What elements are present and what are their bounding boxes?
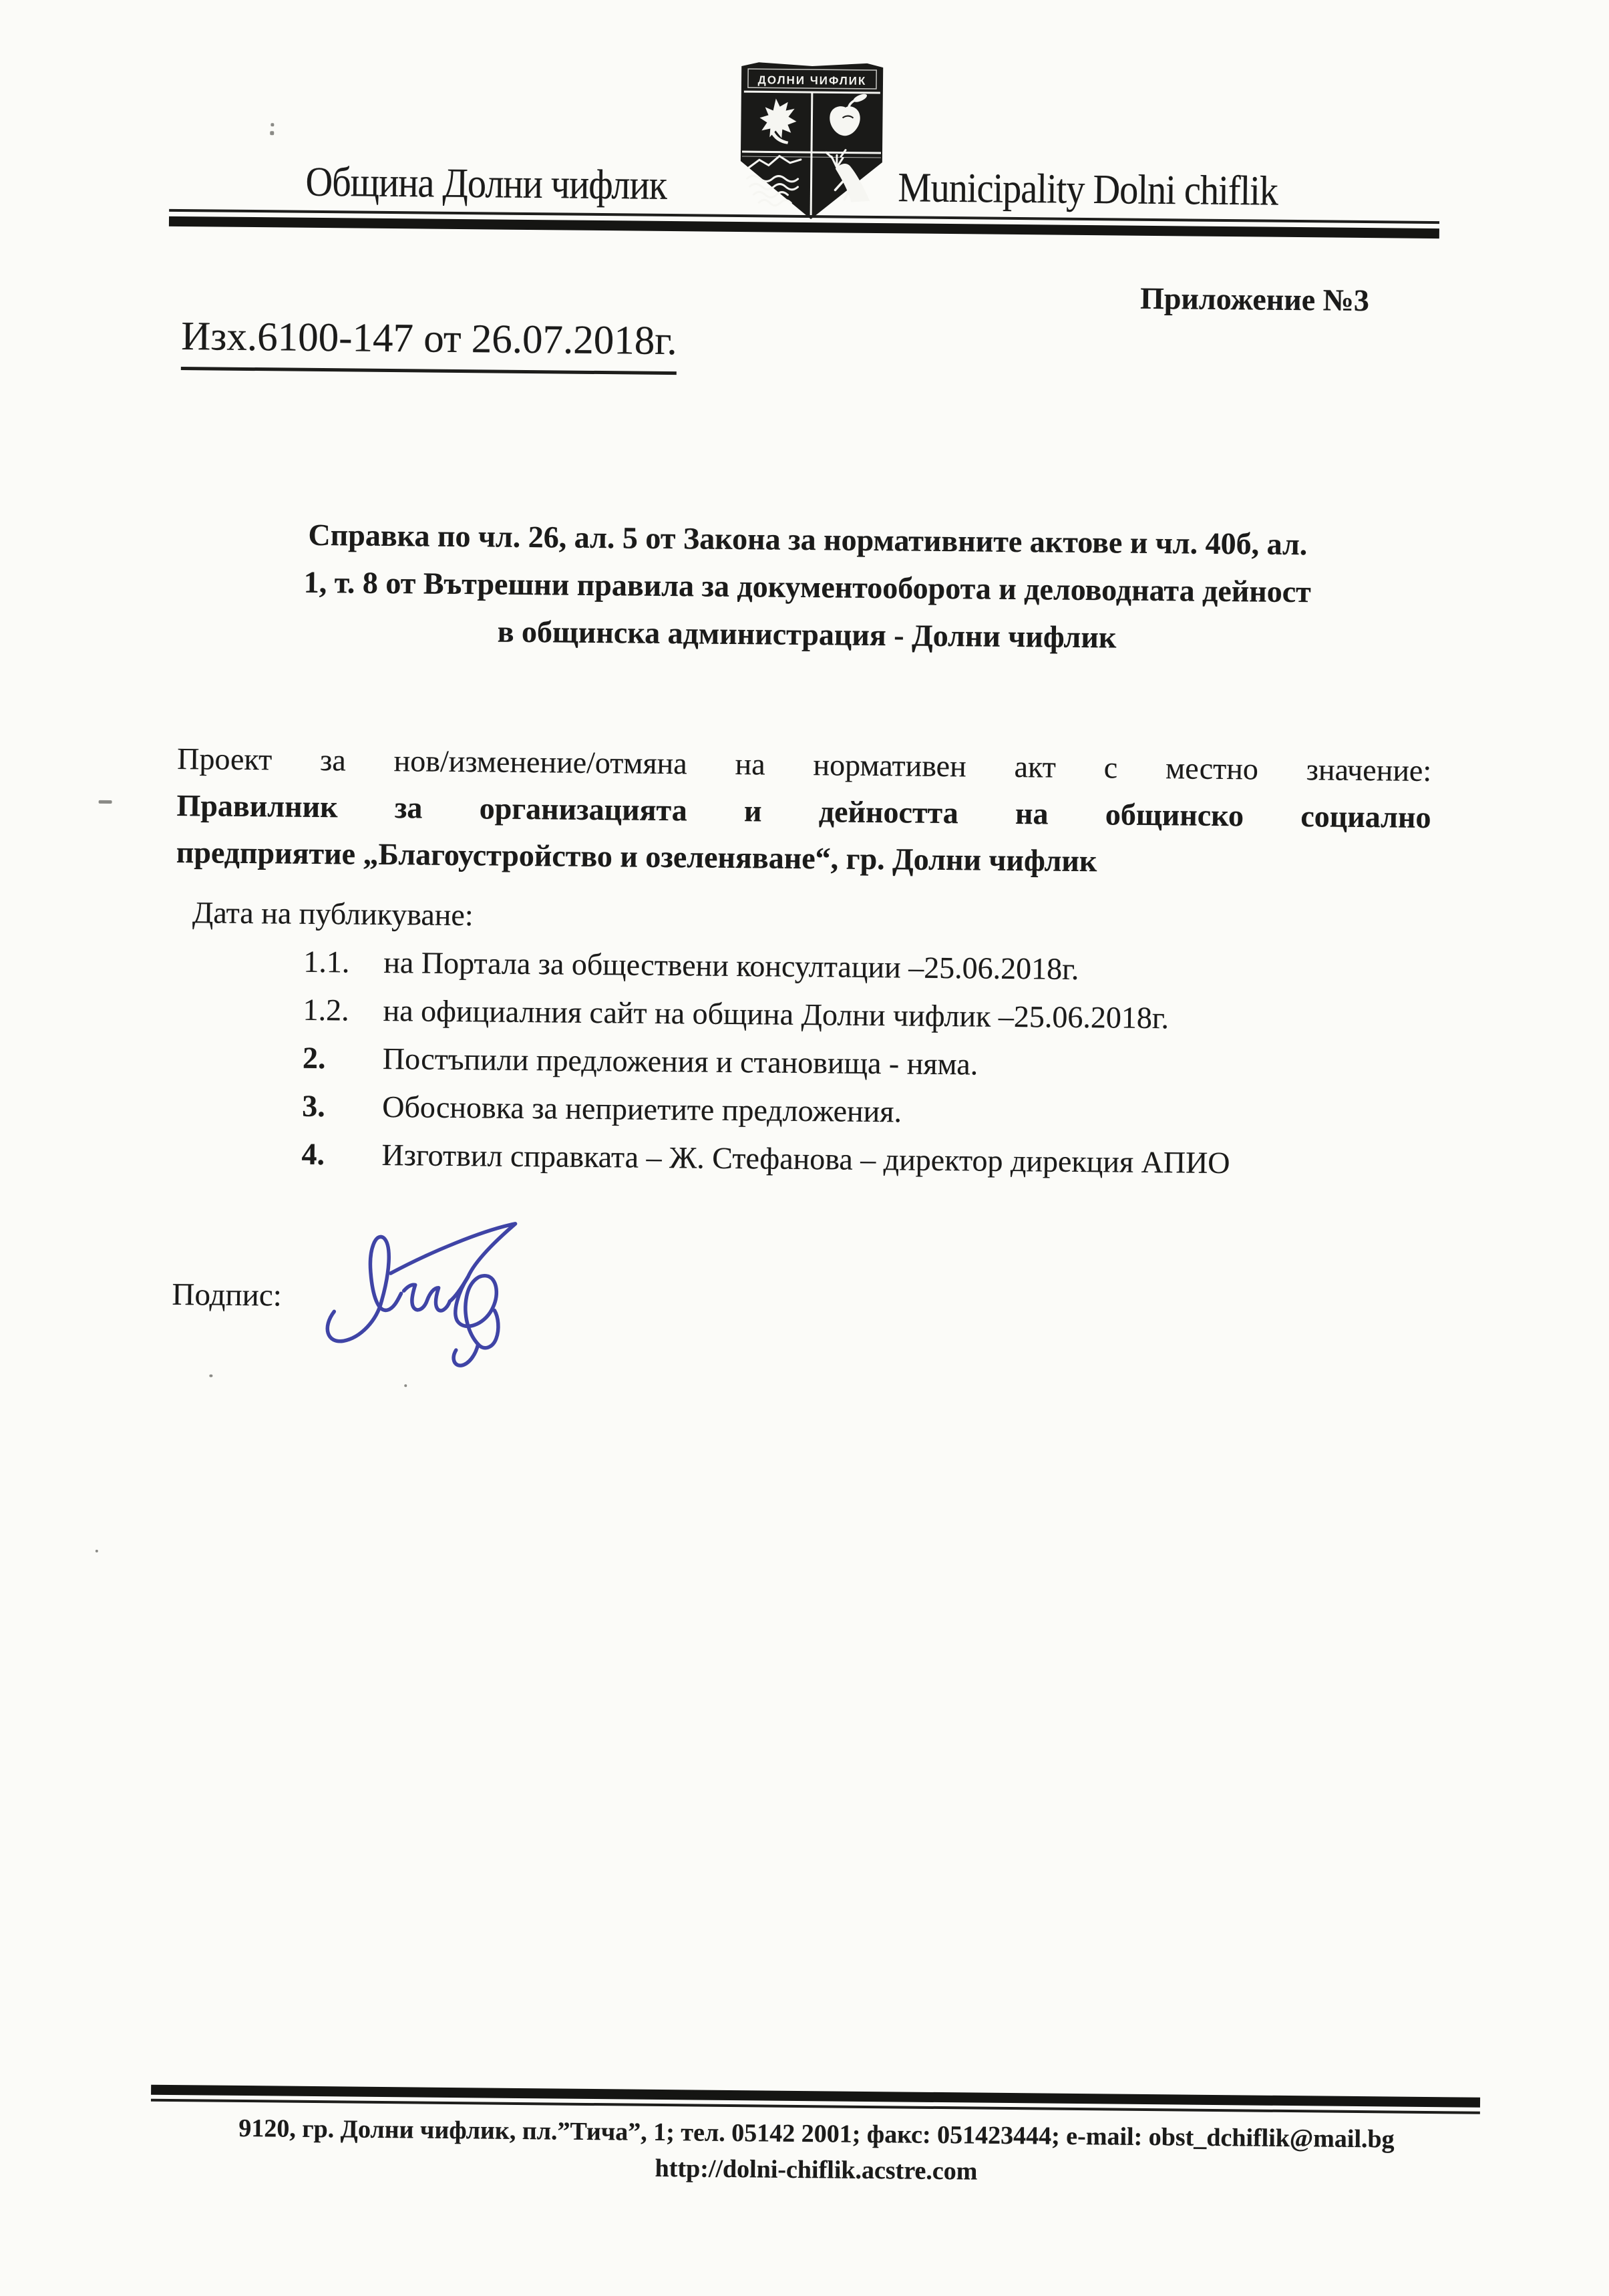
scan-artifact bbox=[404, 1384, 407, 1387]
scan-artifact bbox=[99, 800, 112, 804]
document-title bbox=[182, 510, 1433, 664]
intro-paragraph bbox=[176, 735, 1432, 888]
list-item bbox=[302, 1090, 1437, 1134]
list-item-number: 3. bbox=[302, 1088, 326, 1124]
footer-url: http://dolni-chiflik.acstre.com bbox=[655, 2154, 978, 2186]
scan-artifact bbox=[96, 1550, 98, 1552]
title-line-3: в общинска администрация - Долни чифлик bbox=[497, 614, 1117, 655]
outgoing-ref-number: Изх.6100-147 от 26.07.2018г. bbox=[181, 313, 677, 375]
list-item-text: Изготвил справката – Ж. Стефанова – директор дирекция АПИО bbox=[381, 1137, 1230, 1180]
list-item-text: на официалния сайт на община Долни чифлик –25.06.2018г. bbox=[383, 993, 1170, 1035]
list-item bbox=[303, 1041, 1438, 1086]
footer-rule-thick-line bbox=[151, 2085, 1480, 2108]
footer-rule bbox=[151, 2085, 1480, 2114]
intro-regular-line: Проект за нов/изменение/отмяна на нормативен акт с местно значение: bbox=[177, 741, 1432, 788]
intro-bold-line-1: Правилник за организацията и дейността на общинско социално bbox=[176, 788, 1431, 834]
list-item-text: Обосновка за неприетите предложения. bbox=[382, 1089, 902, 1129]
scan-artifact bbox=[271, 123, 274, 126]
list-item-number: 4. bbox=[301, 1136, 325, 1172]
publication-list bbox=[301, 945, 1439, 1196]
footer-address: 9120, гр. Долни чифлик, пл.”Тича”, 1; тел. 05142 2001; факс: 051423444; e-mail: obst_dchiflik@mail.bg bbox=[238, 2114, 1395, 2154]
scan-artifact bbox=[209, 1374, 212, 1377]
emblem-banner-text: ДОЛНИ ЧИФЛИК bbox=[757, 73, 867, 88]
org-name-bulgarian: Община Долни чифлик bbox=[305, 158, 667, 208]
org-name-english: Municipality Dolni chiflik bbox=[898, 164, 1278, 214]
list-item bbox=[303, 945, 1439, 989]
scan-artifact bbox=[270, 131, 274, 135]
list-item bbox=[301, 1138, 1437, 1182]
title-line-2: 1, т. 8 от Вътрешни правила за документооборота и деловодната дейност bbox=[303, 564, 1312, 609]
annex-label: Приложение №3 bbox=[1139, 281, 1370, 318]
signature-label: Подпис: bbox=[172, 1277, 283, 1313]
list-item-text: на Портала за обществени консултации –25.06.2018г. bbox=[383, 945, 1079, 986]
intro-bold-line-2: предприятие „Благоустройство и озеленяване“, гр. Долни чифлик bbox=[176, 834, 1097, 878]
list-item-number: 2. bbox=[302, 1040, 326, 1076]
list-item-text: Постъпили предложения и становища - няма. bbox=[382, 1041, 978, 1082]
list-item-number: 1.1. bbox=[303, 944, 350, 979]
handwritten-signature bbox=[315, 1210, 596, 1386]
title-line-1: Справка по чл. 26, ал. 5 от Закона за нормативните актове и чл. 40б, ал. bbox=[308, 517, 1308, 562]
publication-date-label: Дата на публикуване: bbox=[192, 895, 474, 933]
list-item-number: 1.2. bbox=[303, 992, 349, 1027]
coat-of-arms bbox=[735, 59, 888, 224]
list-item bbox=[303, 993, 1438, 1037]
